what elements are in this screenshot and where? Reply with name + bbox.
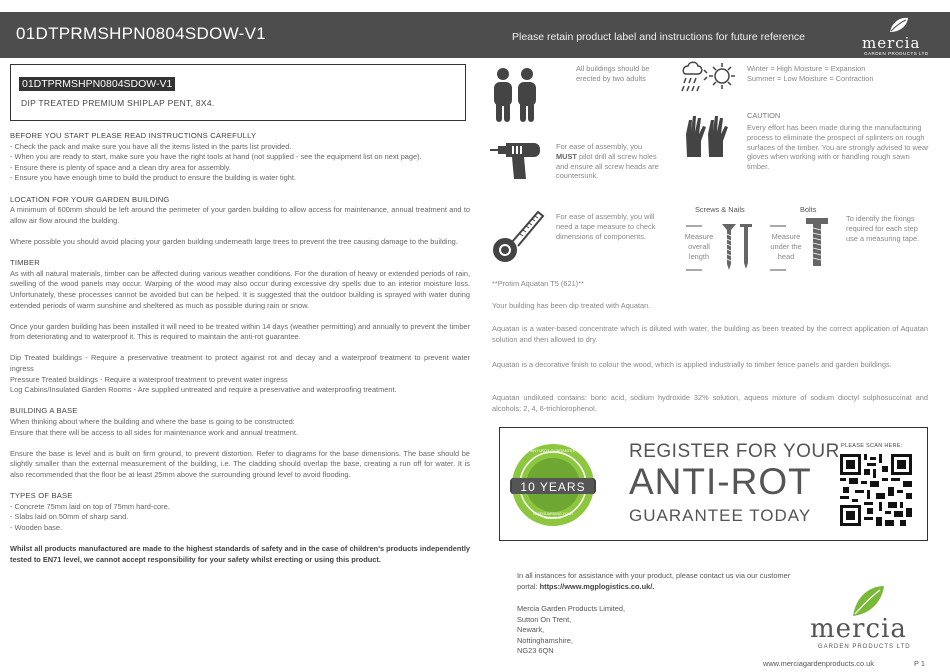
page-header <box>0 12 950 58</box>
timber-para: Once your garden building has been installed it will need to be treated within 14 days (weather permitting) and annually to prevent the timber from deteriorating and to waterproof it. This is required to maintain the anti-rot guarantee. <box>10 321 470 342</box>
tape-note: For ease of assembly, you will need a tape measure to check dimensions of components. <box>556 212 656 241</box>
winter-note: Winter = High Moisture = Expansion <box>747 64 866 73</box>
before-title: BEFORE YOU START PLEASE READ INSTRUCTIONS CAREFULLY <box>10 131 257 140</box>
bolt-icon <box>806 218 828 268</box>
product-label-box <box>10 64 466 121</box>
drill-note <box>556 142 660 181</box>
badge-years: 10 YEARS <box>520 480 586 494</box>
aquatan-para: Your building has been dip treated with Aquatan. <box>492 301 651 310</box>
disclaimer: Whilst all products manufactured are made to the highest standards of safety and in the case of children's products independently tested to EN71 level, we cannot accept responsibility for your safety whilst erecting or using this product. <box>10 544 470 564</box>
base-title: BUILDING A BASE <box>10 406 78 416</box>
drill-note-part1: For ease of assembly, you <box>556 142 643 151</box>
product-name: DIP TREATED PREMIUM SHIPLAP PENT, 8X4. <box>21 98 215 108</box>
qr-code[interactable] <box>840 454 912 526</box>
portal-link[interactable]: https://www.mgplogistics.co.uk/. <box>539 582 655 591</box>
base-para: When thinking about where the building and where the base is going to be constructed: <box>10 417 295 427</box>
drill-icon <box>490 140 546 184</box>
badge-top-text: ANTI-ROT GUARANTEE <box>530 448 576 453</box>
address-line: Mercia Garden Products Limited, <box>517 604 626 613</box>
anti-rot-register-box <box>499 427 928 541</box>
bolts-title: Bolts <box>800 205 817 214</box>
caution-title: CAUTION <box>747 111 781 120</box>
mercia-logo <box>862 16 932 56</box>
weather-icon <box>680 60 738 98</box>
logo-wordmark: mercia <box>862 34 921 52</box>
screws-title: Screws & Nails <box>695 205 745 214</box>
footer-website[interactable]: www.merciagardenproducts.co.uk <box>763 659 874 668</box>
aquatan-para: Aquatan is a water-based concentrate which is diluted with water, the building as been treated by the correct application of Aquatan solution and then allowed to dry. <box>492 324 928 344</box>
page-number: P 1 <box>914 659 925 668</box>
timber-para: Pressure Treated buildings - Require a waterproof treatment to prevent water ingress <box>10 374 288 384</box>
types-title: TYPES OF BASE <box>10 491 73 501</box>
address-line: Sutton On Trent, <box>517 614 572 624</box>
timber-title: TIMBER <box>10 258 40 268</box>
product-code: 01DTPRMSHPN0804SDOW-V1 <box>19 77 175 91</box>
logo-subtitle-footer: GARDEN PRODUCTS LTD <box>818 644 911 650</box>
location-para: A minimum of 600mm should be left around the perimeter of your garden building to allow access for maintenance, annual treatment and to allow air flow around the building. <box>10 205 470 225</box>
drill-note-must: MUST <box>556 151 577 161</box>
before-line: - Ensure there is plenty of space and a clean dry area for assembly. <box>10 162 231 172</box>
before-line: - When you are ready to start, make sure you have the right tools at hand (not supplied - see the equipment list on next page). <box>10 152 422 162</box>
drill-note-part2: pilot drill all screw holes and ensure all screw heads are countersunk. <box>556 151 659 181</box>
timber-para: Log Cabins/Insulated Garden Rooms - Are supplied untreated and require a preservative and waterproofing treatment. <box>10 385 397 395</box>
timber-para: As with all natural materials, timber can be affected during various weather conditions. For the duration of heavy or extended periods of rain, swelling of the wood panels may occur. Warping of the wood may also occur during excessive dry spells due to an interior moisture loss. Unfortunately, these processes cannot be avoided but can be helped. It is suggested that the outdoor building is sprayed with water during extended periods of warm sunshine and sheltered as much as possible during rain or snow. <box>10 268 470 310</box>
location-para: Where possible you should avoid placing your garden building underneath large trees to prevent the tree causing damage to the building. <box>10 236 458 246</box>
header-retain-note: Please retain product label and instructions for future reference <box>512 31 806 43</box>
fixings-note: To identify the fixings required for each step use a measuring tape. <box>846 214 920 243</box>
measure-under-head: Measure under the head <box>770 232 802 261</box>
types-line: - Concrete 75mm laid on top of 75mm hard-core. <box>10 501 170 511</box>
summer-note: Summer = Low Moisture = Contraction <box>747 74 874 83</box>
timber-para: Dip Treated buildings - Require a preservative treatment to protect against rot and decay and a waterproof treatment to prevent water ingress <box>10 353 470 374</box>
logo-wordmark-footer: mercia <box>810 614 907 644</box>
aquatan-para: Aquatan is a decorative finish to colour the wood, which is applied industrially to timber fence panels and garden buildings. <box>492 360 892 369</box>
address-line: Newark, <box>517 625 545 635</box>
address-line: Nottinghamshire, <box>517 635 573 645</box>
instructions-column <box>10 131 470 565</box>
address-block <box>517 604 857 657</box>
two-adults-icon <box>490 66 540 124</box>
mercia-logo-footer <box>810 584 930 656</box>
tape-measure-icon <box>490 206 546 264</box>
before-line: - Ensure you have enough time to build the product to ensure the building is water tight. <box>10 173 296 183</box>
aquatan-para: Aquatan undiluted contains: boric acid, sodium hydroxide 32% solution, aqueos mixture of sodium dioctyl sulphosuccinat and alcohols: 2, 4, 6-trichlorophenol. <box>492 393 928 413</box>
adults-note: All buildings should be erected by two adults <box>576 64 650 83</box>
address-line: NG23 6QN <box>517 646 554 656</box>
types-line: - Slabs laid on 50mm of sharp sand. <box>10 512 129 522</box>
scan-label: PLEASE SCAN HERE: <box>841 443 903 449</box>
aquatan-title: **Protim Aquatan T5 (621)** <box>492 279 584 288</box>
leaf-icon <box>850 584 886 618</box>
types-line: - Wooden base. <box>10 522 63 532</box>
logo-subtitle: GARDEN PRODUCTS LTD <box>864 51 929 56</box>
register-line-2: ANTI-ROT <box>629 461 812 502</box>
base-para: Ensure that there will be access to all sides for maintenance work and annual treatment. <box>10 427 298 437</box>
base-para: Ensure the base is level and is built on firm ground, to prevent distortion. Refer to diagrams for the base dimensions. The base should be slightly smaller than the external measurement of the building, i.e. The cladding should overlap the base, creating a run off for water. It is also recommended that the floor be at least 25mm above the surrounding ground level to avoid flooding. <box>10 448 470 479</box>
badge-bottom-text: SAFEGUARDING YOUR BUILDING <box>532 512 574 520</box>
contact-line: In all instances for assistance with your product, please contact us via our customer <box>517 571 791 580</box>
portal-label: portal: <box>517 582 538 591</box>
before-line: - Check the pack and make sure you have all the items listed in the parts list provided. <box>10 141 292 151</box>
measure-overall: Measure overall length <box>684 232 714 261</box>
register-line-3: GUARANTEE TODAY <box>629 506 812 525</box>
contact-portal <box>517 582 857 593</box>
location-title: LOCATION FOR YOUR GARDEN BUILDING <box>10 194 170 204</box>
leaf-icon <box>888 16 910 34</box>
caution-text: Every effort has been made during the manufacturing process to eliminate the prospect of splinters on rough surfaces of the timber. You are strongly advised to wear gloves when working with or handling rough sawn timber. <box>747 123 929 172</box>
register-line-1: REGISTER FOR YOUR <box>629 441 840 462</box>
gloves-icon <box>682 112 734 164</box>
header-product-code: 01DTPRMSHPN0804SDOW-V1 <box>16 24 267 43</box>
